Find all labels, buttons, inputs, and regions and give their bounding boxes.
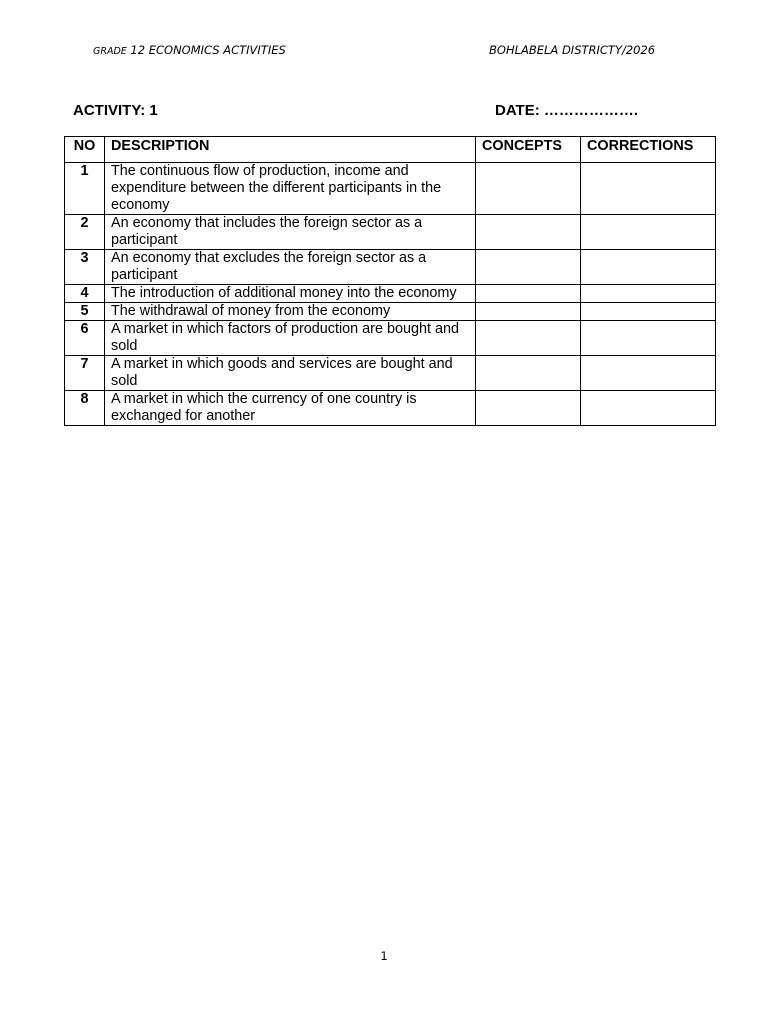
row-number: 7 [65,356,105,391]
table-row [65,163,716,215]
header-subject-label: 12 ECONOMICS ACTIVITIES [126,43,286,57]
row-description: A market in which goods and services are bought and sold [105,356,476,391]
row-number: 1 [65,163,105,215]
row-description: A market in which factors of production are bought and sold [105,321,476,356]
header-description: DESCRIPTION [105,137,476,163]
corrections-cell[interactable] [581,250,716,285]
concepts-cell[interactable] [476,356,581,391]
row-description: The withdrawal of money from the economy [105,303,476,321]
header-subject [93,43,286,57]
table-row [65,321,716,356]
row-description: A market in which the currency of one country is exchanged for another [105,391,476,426]
activity-table [64,136,716,426]
corrections-cell[interactable] [581,321,716,356]
corrections-cell[interactable] [581,163,716,215]
header-concepts: CONCEPTS [476,137,581,163]
activity-line [0,102,768,122]
activity-title: ACTIVITY: 1 [73,102,158,119]
concepts-cell[interactable] [476,285,581,303]
row-number: 2 [65,215,105,250]
page-header [0,43,768,59]
row-number: 3 [65,250,105,285]
header-grade-label: GRADE [93,46,127,57]
table-row [65,250,716,285]
row-number: 6 [65,321,105,356]
header-district: BOHLABELA DISTRICTY/2026 [489,43,656,57]
row-description: The introduction of additional money into the economy [105,285,476,303]
concepts-cell[interactable] [476,215,581,250]
row-description: An economy that excludes the foreign sector as a participant [105,250,476,285]
row-number: 8 [65,391,105,426]
concepts-cell[interactable] [476,250,581,285]
header-no: NO [65,137,105,163]
concepts-cell[interactable] [476,321,581,356]
row-description: An economy that includes the foreign sector as a participant [105,215,476,250]
row-description: The continuous flow of production, income and expenditure between the different participants in the economy [105,163,476,215]
corrections-cell[interactable] [581,215,716,250]
concepts-cell[interactable] [476,303,581,321]
corrections-cell[interactable] [581,356,716,391]
corrections-cell[interactable] [581,285,716,303]
table-row [65,391,716,426]
table-header-row [65,137,716,163]
table-row [65,303,716,321]
concepts-cell[interactable] [476,391,581,426]
header-corrections: CORRECTIONS [581,137,716,163]
row-number: 4 [65,285,105,303]
table-row [65,285,716,303]
table-row [65,215,716,250]
table-row [65,356,716,391]
page-number: 1 [380,949,388,963]
row-number: 5 [65,303,105,321]
corrections-cell[interactable] [581,391,716,426]
date-field: DATE: ………………. [495,102,639,119]
corrections-cell[interactable] [581,303,716,321]
concepts-cell[interactable] [476,163,581,215]
